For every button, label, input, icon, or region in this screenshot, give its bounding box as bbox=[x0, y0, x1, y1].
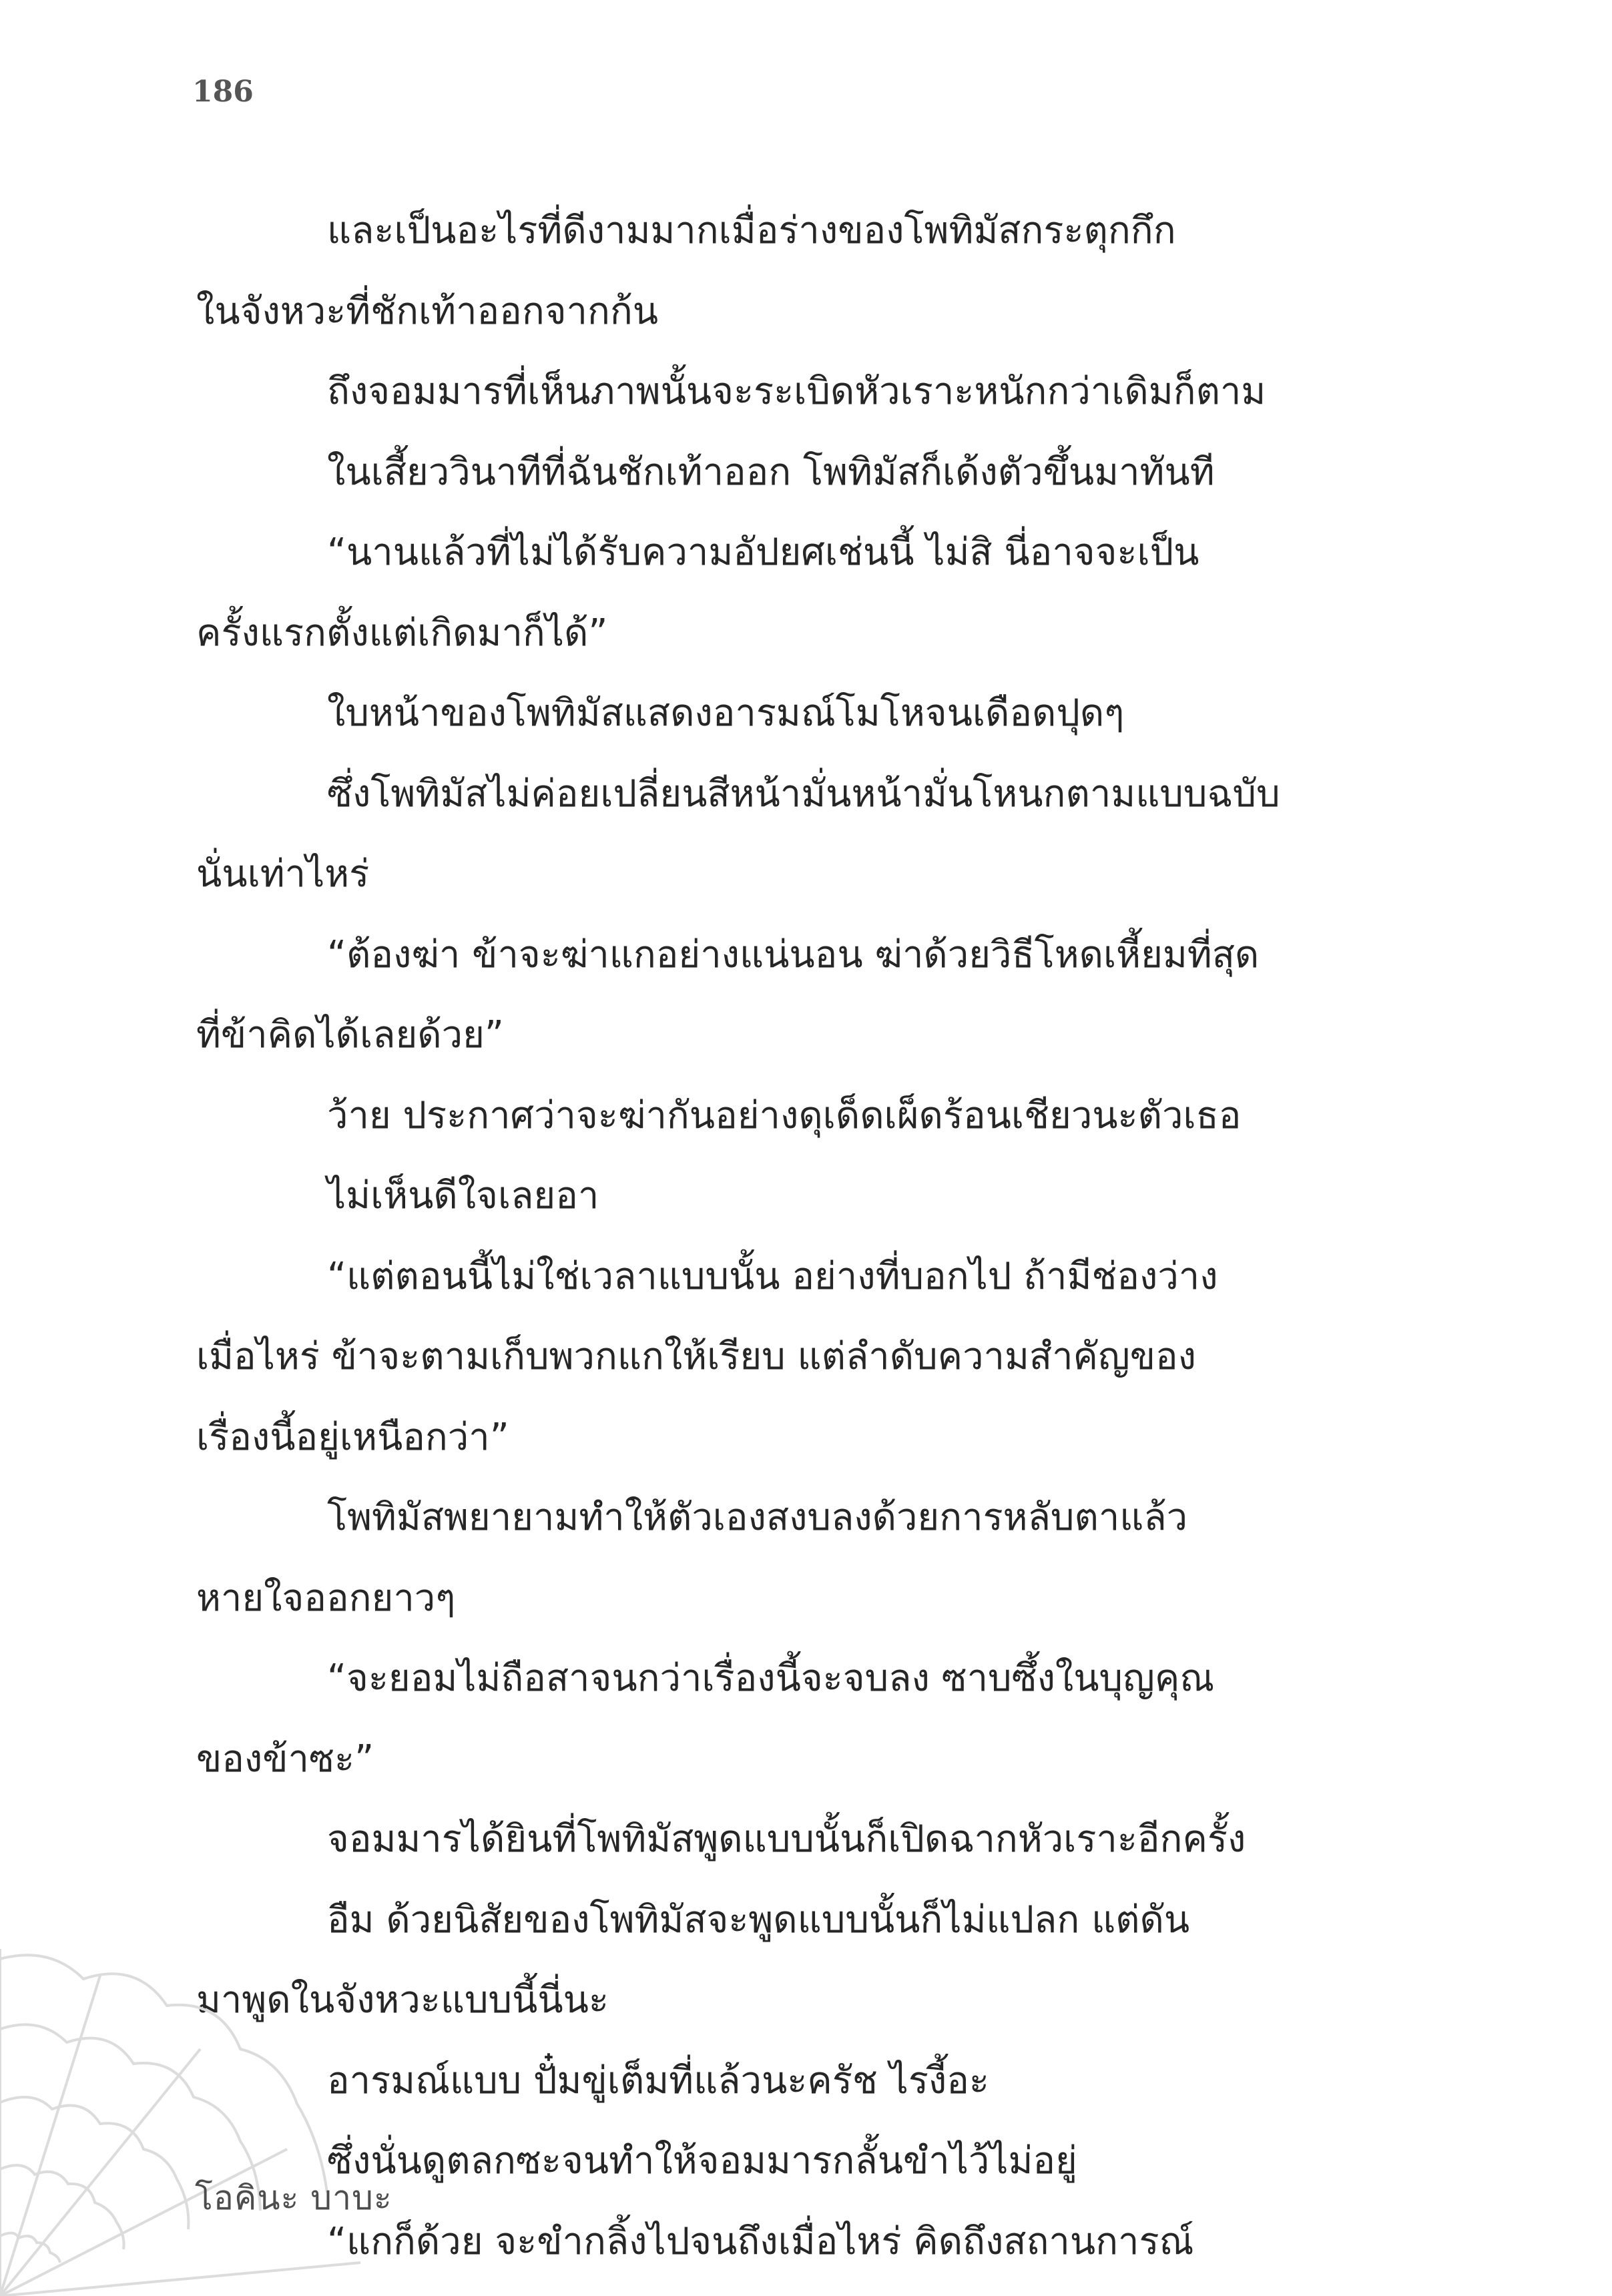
text-line: นั่นเท่าไหร่ bbox=[196, 852, 370, 896]
spider-web-decoration bbox=[0, 1949, 374, 2296]
text-line: หายใจออกยาวๆ bbox=[196, 1576, 456, 1620]
text-line: ใบหน้าของโพทิมัสแสดงอารมณ์โมโหจนเดือดปุดๆ bbox=[327, 691, 1125, 735]
text-line: “ต้องฆ่า ข้าจะฆ่าแกอย่างแน่นอน ฆ่าด้วยวิธีโหดเหี้ยมที่สุด bbox=[327, 932, 1260, 976]
text-line: และเป็นอะไรที่ดีงามมากเมื่อร่างของโพทิมัสกระตุกกึก bbox=[327, 209, 1176, 252]
text-line: ที่ข้าคิดได้เลยด้วย” bbox=[196, 1013, 504, 1057]
text-line: ว้าย ประกาศว่าจะฆ่ากันอย่างดุเด็ดเผ็ดร้อนเชียวนะตัวเธอ bbox=[327, 1093, 1242, 1137]
text-line: โพทิมัสพยายามทำให้ตัวเองสงบลงด้วยการหลับตาแล้ว bbox=[327, 1496, 1188, 1539]
page-number: 186 bbox=[192, 75, 254, 109]
text-line: “นานแล้วที่ไม่ได้รับความอัปยศเช่นนี้ ไม่สิ นี่อาจจะเป็น bbox=[327, 531, 1199, 574]
text-line: ครั้งแรกตั้งแต่เกิดมาก็ได้” bbox=[196, 611, 608, 655]
text-line: เรื่องนี้อยู่เหนือกว่า” bbox=[196, 1415, 509, 1459]
text-line: “แกก็ด้วย จะขำกลิ้งไปจนถึงเมื่อไหร่ คิดถึงสถานการณ์ bbox=[327, 2219, 1194, 2263]
text-line: ในจังหวะที่ชักเท้าออกจากก้น bbox=[196, 289, 659, 333]
text-line: จอมมารได้ยินที่โพทิมัสพูดแบบนั้นก็เปิดฉากหัวเราะอีกครั้ง bbox=[327, 1817, 1246, 1861]
text-line: ของข้าซะ” bbox=[196, 1737, 374, 1781]
text-line: “จะยอมไม่ถือสาจนกว่าเรื่องนี้จะจบลง ซาบซึ้งในบุญคุณ bbox=[327, 1657, 1215, 1700]
text-line: มาพูดในจังหวะแบบนี้นี่นะ bbox=[196, 1978, 609, 2022]
text-line: อารมณ์แบบ ปั๋มขู่เต็มที่แล้วนะครัช ไรงี้อะ bbox=[327, 2058, 989, 2102]
author-name: โอคินะ บาบะ bbox=[195, 2179, 392, 2217]
text-line: เมื่อไหร่ ข้าจะตามเก็บพวกแกให้เรียบ แต่ลำดับความสำคัญของ bbox=[196, 1335, 1196, 1378]
text-line: “แต่ตอนนี้ไม่ใช่เวลาแบบนั้น อย่างที่บอกไป ถ้ามีช่องว่าง bbox=[327, 1254, 1218, 1298]
text-line: ถึงจอมมารที่เห็นภาพนั้นจะระเบิดหัวเราะหนักกว่าเดิมก็ตาม bbox=[327, 370, 1266, 413]
text-line: ไม่เห็นดีใจเลยอา bbox=[327, 1174, 599, 1217]
text-line: ซึ่งโพทิมัสไม่ค่อยเปลี่ยนสีหน้ามั่นหน้ามั่นโหนกตามแบบฉบับ bbox=[327, 772, 1280, 816]
text-line: ในเสี้ยววินาทีที่ฉันชักเท้าออก โพทิมัสก็เด้งตัวขึ้นมาทันที bbox=[327, 450, 1215, 494]
text-line: ซึ่งนั่นดูตลกซะจนทำให้จอมมารกลั้นขำไว้ไม่อยู่ bbox=[327, 2139, 1077, 2183]
text-line: อืม ด้วยนิสัยของโพทิมัสจะพูดแบบนั้นก็ไม่แปลก แต่ดัน bbox=[327, 1898, 1190, 1942]
